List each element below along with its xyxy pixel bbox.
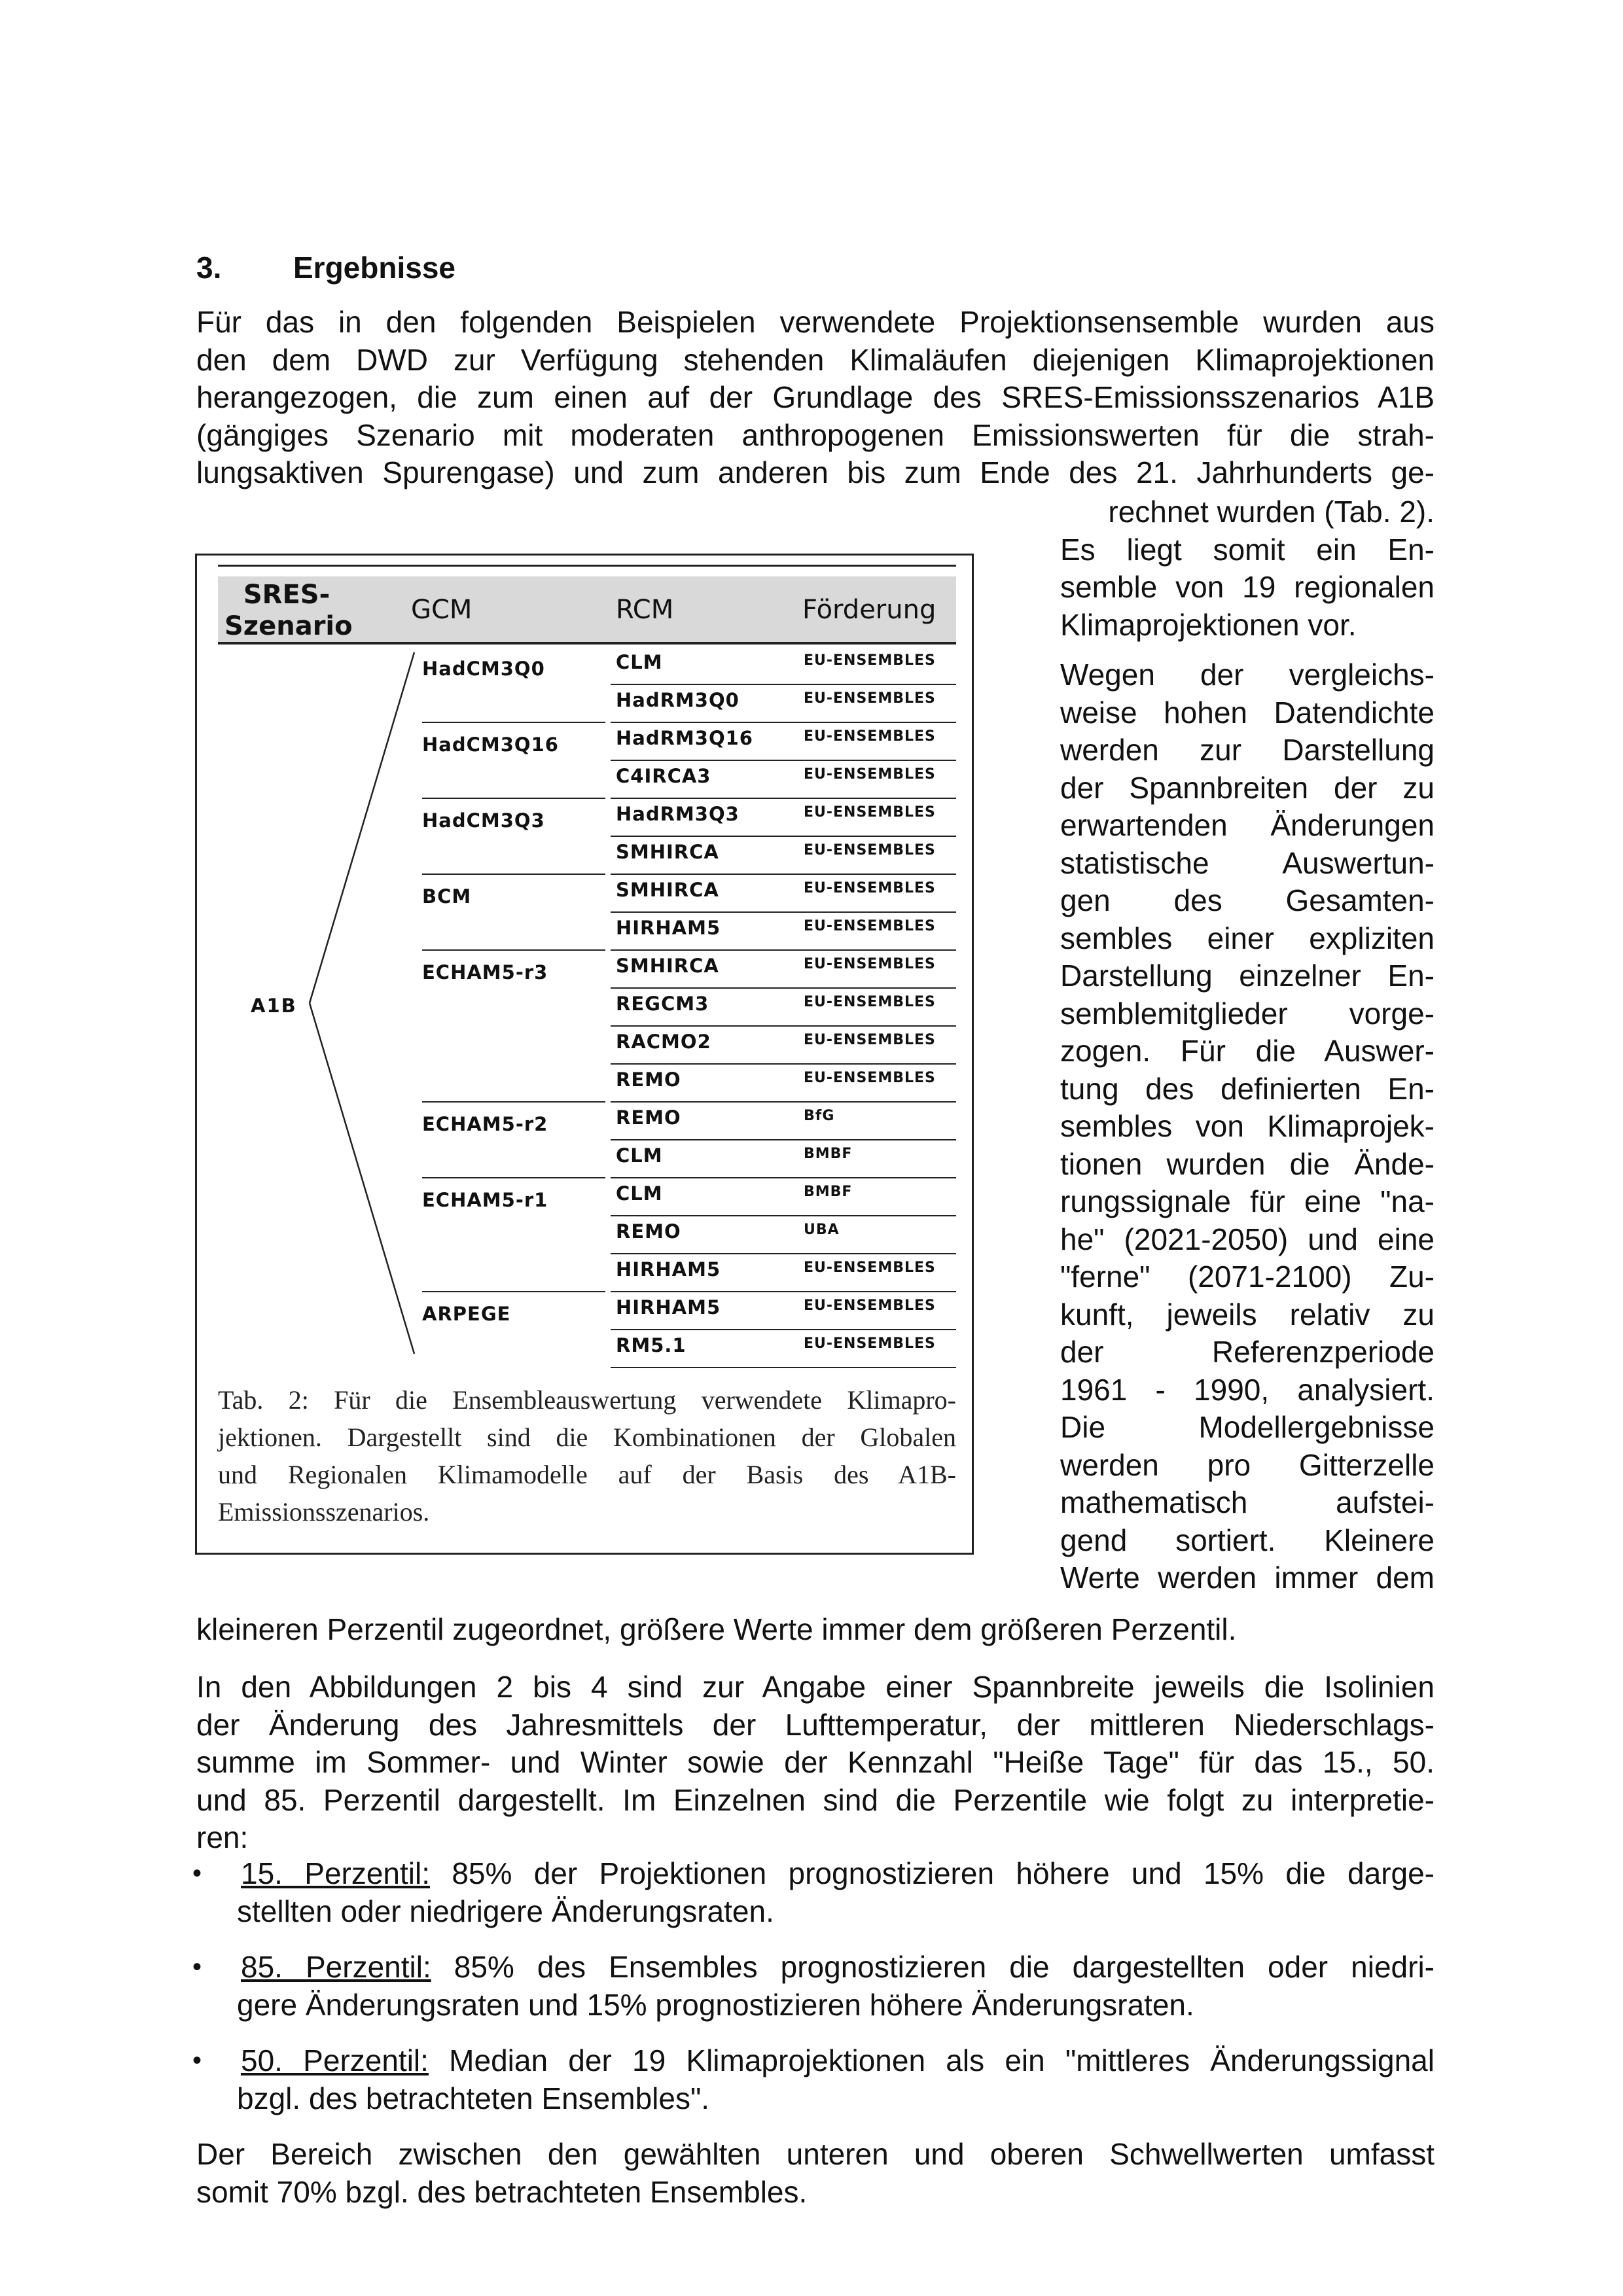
percentile-term: 50. Perzentil: [241,2043,429,2077]
text-line: Wegen der vergleichs- [1060,658,1435,692]
header-sres [224,579,353,642]
text-line: werden pro Gitterzelle [1060,1447,1435,1482]
rcm-cell: SMHIRCA [616,955,719,977]
table-top-rule [218,565,956,567]
bullet-text: stellten oder niedrigere Änderungsraten. [237,1894,774,1928]
gcm-divider [422,722,605,723]
gcm-divider [422,1291,605,1292]
text-line: (gängiges Szenario mit moderaten anthropogenen Emissionswerten für die strah- [196,417,1435,452]
bullet-text: bzgl. des betrachteten Ensembles". [237,2081,710,2115]
text-line: gend sortiert. Kleinere [1060,1523,1435,1557]
foerderung-cell: EU-ENSEMBLES [804,804,936,821]
table-row [611,875,956,913]
text-line: somit 70% bzgl. des betrachteten Ensembles. [196,2174,808,2209]
percentile-term: 15. Perzentil: [241,1856,431,1890]
foerderung-cell: UBA [804,1222,840,1238]
text-line: gen des Gesamten- [1060,883,1435,917]
gcm-label: ARPEGE [422,1303,511,1325]
table-row [611,1103,956,1140]
text-line: semble von 19 regionalen [1060,570,1435,604]
rcm-cell: CLM [616,651,663,673]
table-row [611,989,956,1027]
table-row [611,1330,956,1368]
text-line: summe im Sommer- und Winter sowie der Kennzahl "Heiße Tage" für das 15., 50. [196,1745,1435,1779]
paragraph-intro-continued [1060,493,1435,644]
branch-line-lower [310,1003,414,1354]
rcm-cell: HadRM3Q16 [616,727,753,749]
caption-line: jektionen. Dargestellt sind die Kombinationen der Globalen [218,1422,956,1452]
foerderung-cell: EU-ENSEMBLES [804,728,936,745]
caption-line: Tab. 2: Für die Ensembleauswertung verwendete Klimapro- [218,1385,956,1415]
table-row [611,951,956,989]
text-line: Die Modellergebnisse [1060,1410,1435,1444]
paragraph-intro [196,304,1435,492]
bullet-icon: • [192,1952,202,1981]
table-row [611,1027,956,1065]
gcm-divider [422,1101,605,1103]
bullet-text: 85% des Ensembles prognostizieren die dargestellten oder niedri- [431,1950,1435,1984]
bullet-icon: • [192,1859,202,1888]
text-line: kunft, jeweils relativ zu [1060,1297,1435,1332]
caption-line: und Regionalen Klimamodelle auf der Basis des A1B- [218,1460,956,1489]
text-line: sembles von Klimaprojek- [1060,1109,1435,1143]
bullet-text: gere Änderungsraten und 15% prognostizieren höhere Änderungsraten. [237,1987,1194,2022]
bullet-text: Median der 19 Klimaprojektionen als ein "mittleres Änderungssignal [428,2043,1435,2077]
table-row [611,799,956,837]
text-line: kleineren Perzentil zugeordnet, größere Werte immer dem größeren Perzentil. [196,1612,1237,1646]
rcm-cell: SMHIRCA [616,879,719,901]
rcm-cell: HIRHAM5 [616,1258,721,1280]
gcm-label: HadCM3Q3 [422,809,545,832]
text-line: lungsaktiven Spurengase) und zum anderen bis zum Ende des 21. Jahrhunderts ge- [196,455,1435,489]
foerderung-cell: EU-ENSEMBLES [804,690,936,707]
foerderung-cell: EU-ENSEMBLES [804,1298,936,1314]
rcm-cell: REGCM3 [616,993,709,1015]
foerderung-cell: EU-ENSEMBLES [804,880,936,896]
text-line: Klimaprojektionen vor. [1060,607,1357,642]
table-row [611,723,956,761]
text-line: Werte werden immer dem [1060,1561,1435,1595]
rcm-cell: HIRHAM5 [616,917,721,939]
caption-line: Emissionsszenarios. [218,1497,430,1527]
header-gcm: GCM [411,595,473,625]
branch-line-upper [310,652,414,1003]
text-line: erwartenden Änderungen [1060,808,1435,842]
header-rcm: RCM [616,595,674,625]
text-line: der Spannbreiten der zu [1060,770,1435,805]
text-line: semblemitglieder vorge- [1060,996,1435,1031]
text-line: 1961 - 1990, analysiert. [1060,1372,1435,1407]
rcm-cell: REMO [616,1220,681,1243]
text-line: den dem DWD zur Verfügung stehenden Klimaläufen diejenigen Klimaprojektionen [196,342,1435,377]
table-header [218,576,956,645]
paragraph-method [1060,656,1435,1597]
section-number: 3. [196,251,222,285]
text-line: rechnet wurden (Tab. 2). [1108,495,1435,529]
foerderung-cell: BMBF [804,1184,853,1200]
table-row [611,647,956,685]
gcm-label: ECHAM5-r2 [422,1113,548,1135]
text-line: der Referenzperiode [1060,1335,1435,1369]
foerderung-cell: EU-ENSEMBLES [804,956,936,972]
header-foerderung: Förderung [802,595,936,625]
header-sres-line: Szenario [224,611,353,641]
gcm-divider [422,874,605,875]
section-heading [196,250,455,285]
table-row [611,1140,956,1178]
text-line: Für das in den folgenden Beispielen verwendete Projektionsensemble wurden aus [196,305,1435,339]
table-row [611,1292,956,1330]
foerderung-cell: EU-ENSEMBLES [804,766,936,783]
foerderung-cell: EU-ENSEMBLES [804,652,936,669]
rcm-cell: RM5.1 [616,1334,687,1356]
text-line: und 85. Perzentil dargestellt. Im Einzelnen sind die Perzentile wie folgt zu interpretie- [196,1782,1435,1817]
rcm-cell: C4IRCA3 [616,765,711,787]
gcm-label: HadCM3Q0 [422,658,545,680]
header-sres-line: SRES- [243,580,330,610]
table-row [611,1254,956,1292]
paragraph-method-tail [196,1611,1435,1649]
text-line: tionen wurden die Ände- [1060,1146,1435,1181]
rcm-cell: RACMO2 [616,1031,711,1053]
gcm-divider [422,798,605,799]
table-row [611,837,956,875]
text-line: tung des definierten En- [1060,1071,1435,1106]
rcm-cell: REMO [616,1106,681,1129]
text-line: sembles einer expliziten [1060,921,1435,955]
text-line: "ferne" (2071-2100) Zu- [1060,1260,1435,1294]
table-row [611,685,956,723]
table-figure [195,554,974,1555]
text-line: der Änderung des Jahresmittels der Lufttemperatur, der mittleren Niederschlags- [196,1707,1435,1742]
text-line: rungssignale für eine "na- [1060,1184,1435,1218]
bullet-text: 85% der Projektionen prognostizieren höhere und 15% die darge- [430,1856,1435,1890]
text-line: weise hohen Datendichte [1060,695,1435,730]
table-caption [218,1381,956,1530]
gcm-divider [422,1177,605,1178]
paragraph-conclusion [196,2136,1435,2211]
section-title: Ergebnisse [293,251,455,285]
text-line: Der Bereich zwischen den gewählten unteren und oberen Schwellwerten umfasst [196,2137,1435,2171]
foerderung-cell: EU-ENSEMBLES [804,918,936,934]
text-line: statistische Auswertun- [1060,845,1435,880]
table-row [611,1178,956,1216]
text-line: ren: [196,1820,249,1854]
foerderung-cell: EU-ENSEMBLES [804,994,936,1010]
rcm-cell: HadRM3Q3 [616,803,740,825]
gcm-label: HadCM3Q16 [422,733,559,756]
text-line: zogen. Für die Auswer- [1060,1034,1435,1068]
text-line: werden zur Darstellung [1060,733,1435,767]
text-line: mathematisch aufstei- [1060,1485,1435,1519]
text-line: Darstellung einzelner En- [1060,959,1435,993]
table-row [611,761,956,799]
text-line: he" (2021-2050) und eine [1060,1222,1435,1256]
rcm-cell: HadRM3Q0 [616,689,740,711]
rcm-cell: HIRHAM5 [616,1296,721,1318]
percentile-term: 85. Perzentil: [241,1950,431,1984]
gcm-label: ECHAM5-r3 [422,961,548,983]
foerderung-cell: EU-ENSEMBLES [804,1260,936,1276]
foerderung-cell: EU-ENSEMBLES [804,1032,936,1048]
scenario-label: A1B [251,995,297,1017]
rcm-cell: CLM [616,1182,663,1205]
rcm-cell: REMO [616,1069,681,1091]
rcm-cell: CLM [616,1144,663,1167]
paragraph-figures [196,1669,1435,1857]
bullet-icon: • [192,2046,202,2075]
foerderung-cell: EU-ENSEMBLES [804,1070,936,1086]
text-line: In den Abbildungen 2 bis 4 sind zur Angabe einer Spannbreite jeweils die Isolinien [196,1670,1435,1704]
foerderung-cell: BfG [804,1108,835,1124]
table-row [611,1216,956,1254]
table-row [611,1065,956,1103]
table-row [611,913,956,951]
foerderung-cell: BMBF [804,1146,853,1162]
text-line: Es liegt somit ein En- [1060,532,1435,567]
foerderung-cell: EU-ENSEMBLES [804,1335,936,1352]
gcm-label: BCM [422,885,472,908]
rcm-cell: SMHIRCA [616,841,719,863]
text-line: herangezogen, die zum einen auf der Grundlage des SRES-Emissionsszenarios A1B [196,380,1435,414]
gcm-label: ECHAM5-r1 [422,1189,548,1211]
foerderung-cell: EU-ENSEMBLES [804,842,936,858]
gcm-divider [422,949,605,951]
